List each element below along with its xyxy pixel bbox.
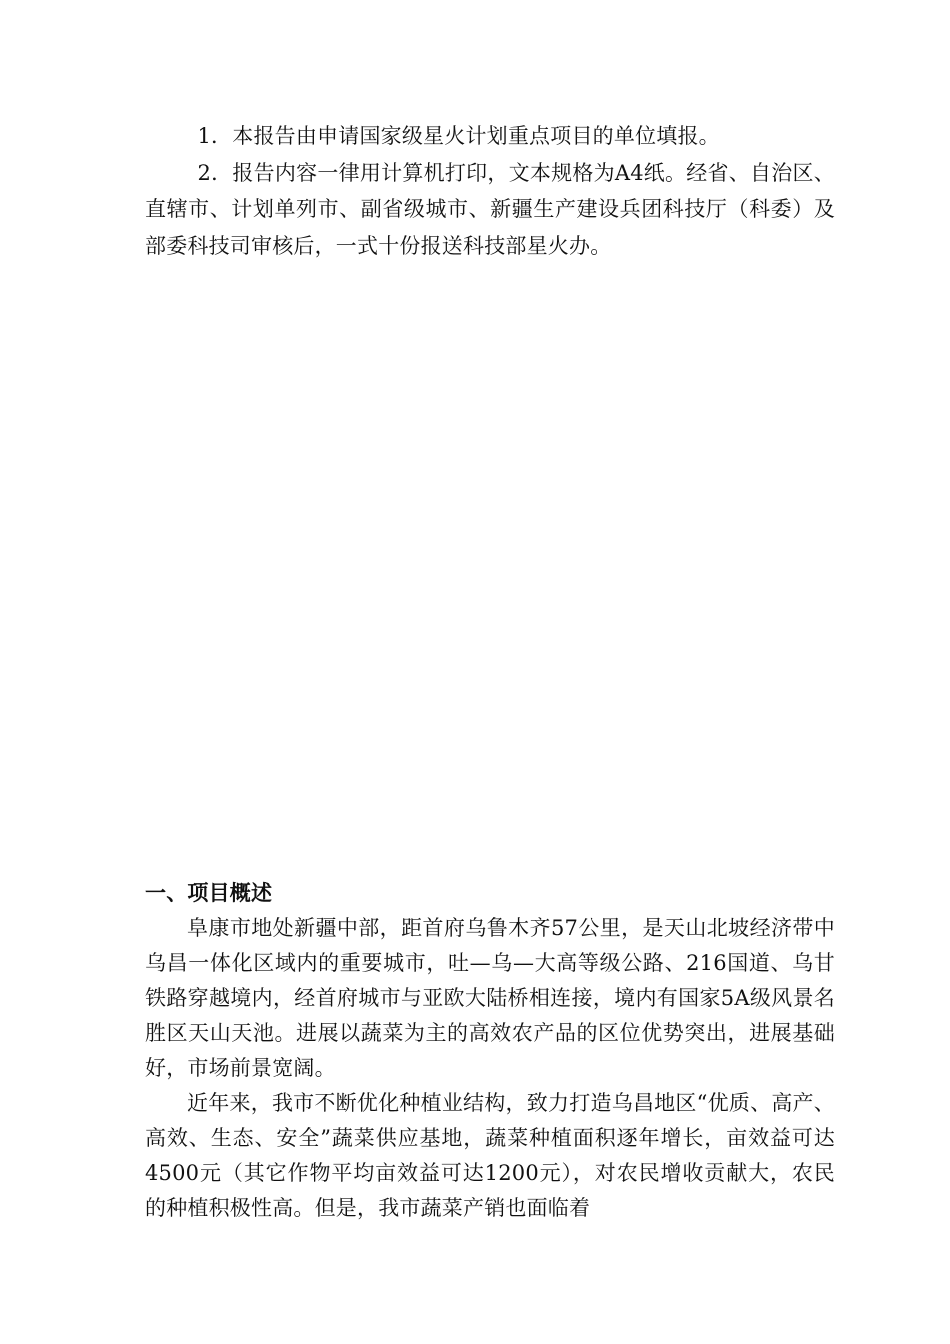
instruction-item-1: 1．本报告由申请国家级星火计划重点项目的单位填报。 bbox=[197, 124, 720, 148]
instruction-item-2: 2．报告内容一律用计算机打印，文本规格为A4纸。经省、自治区、直辖市、计划单列市、副省级城市、新疆生产建设兵团科技厅（科委）及部委科技司审核后，一式十份报送科技部星火办。 bbox=[145, 160, 835, 258]
overview-paragraph-2: 近年来，我市不断优化种植业结构，致力打造乌昌地区“优质、高产、高效、生态、安全”蔬菜供应基地，蔬菜种植面积逐年增长，亩效益可达4500元（其它作物平均亩效益可达1200元），对农民增收贡献大，农民的种植积极性高。但是，我市蔬菜产销也面临着 bbox=[145, 1091, 835, 1220]
section-heading: 一、项目概述 bbox=[145, 881, 273, 905]
filling-instructions bbox=[145, 118, 835, 264]
overview-paragraph-1: 阜康市地处新疆中部，距首府乌鲁木齐57公里，是天山北坡经济带中乌昌一体化区域内的重要城市，吐—乌—大高等级公路、216国道、乌甘铁路穿越境内，经首府城市与亚欧大陆桥相连接，境内有国家5A级风景名胜区天山天池。进展以蔬菜为主的高效农产品的区位优势突出，进展基础好，市场前景宽阔。 bbox=[145, 916, 835, 1080]
project-overview-section bbox=[145, 876, 835, 1226]
